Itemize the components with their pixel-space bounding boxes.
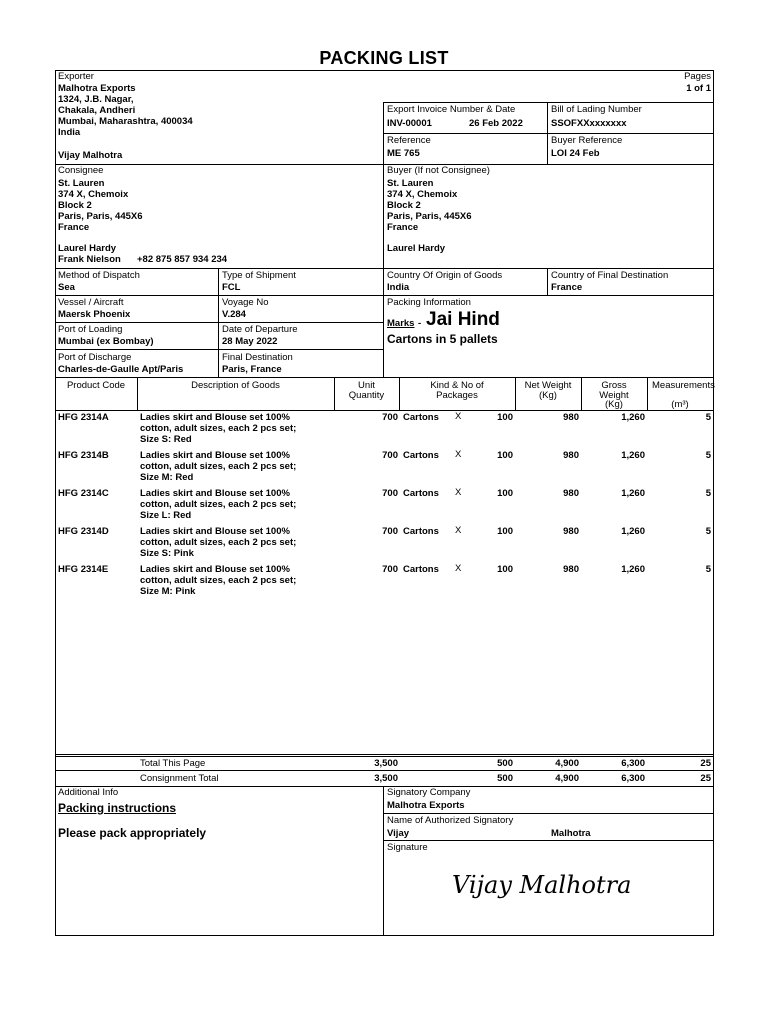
item-desc-line2: cotton, adult sizes, each 2 pcs set; bbox=[140, 423, 297, 434]
additional-info-label: Additional Info bbox=[58, 787, 119, 798]
col-description: Description of Goods bbox=[191, 380, 280, 391]
consignee-contact2-name: Frank Nielson bbox=[58, 254, 121, 265]
total-cons-packages: 500 bbox=[497, 773, 513, 784]
item-gross: 1,260 bbox=[621, 564, 645, 575]
signatory-company: Malhotra Exports bbox=[387, 800, 465, 811]
signature: Vijay Malhotra bbox=[452, 871, 632, 899]
item-desc-line3: Size S: Red bbox=[140, 434, 192, 445]
item-desc-line1: Ladies skirt and Blouse set 100% bbox=[140, 412, 290, 423]
exporter-contact: Vijay Malhotra bbox=[58, 150, 123, 161]
item-x: X bbox=[455, 411, 462, 422]
frame-bottom bbox=[55, 935, 714, 936]
item-qty: 700 bbox=[382, 488, 398, 499]
item-kind: Cartons bbox=[403, 564, 439, 575]
dest-country-value: France bbox=[551, 282, 583, 293]
col-gross-2: Weight bbox=[599, 390, 629, 401]
table-row bbox=[0, 488, 768, 528]
vessel-label: Vessel / Aircraft bbox=[58, 297, 124, 308]
dest-country-label: Country of Final Destination bbox=[551, 270, 669, 281]
vessel-value: Maersk Phoenix bbox=[58, 309, 131, 320]
item-net: 980 bbox=[563, 488, 579, 499]
item-code: HFG 2314D bbox=[58, 526, 109, 537]
total-page-net: 4,900 bbox=[555, 758, 579, 769]
item-gross: 1,260 bbox=[621, 412, 645, 423]
invoice-date: 26 Feb 2022 bbox=[469, 118, 523, 129]
total-cons-meas: 25 bbox=[700, 773, 711, 784]
item-code: HFG 2314C bbox=[58, 488, 109, 499]
item-x: X bbox=[455, 487, 462, 498]
packing-info-label: Packing Information bbox=[387, 297, 471, 308]
item-packages: 100 bbox=[497, 564, 513, 575]
departure-label: Date of Departure bbox=[222, 324, 298, 335]
col-gross-1: Gross bbox=[601, 380, 627, 391]
item-x: X bbox=[455, 449, 462, 460]
buyer-label: Buyer (If not Consignee) bbox=[387, 165, 490, 176]
buyer-address: St. Lauren 374 X, Chemoix Block 2 Paris, Paris, 445X6 France bbox=[387, 178, 472, 233]
item-gross: 1,260 bbox=[621, 488, 645, 499]
item-gross: 1,260 bbox=[621, 526, 645, 537]
marks-label: Marks bbox=[387, 318, 415, 329]
col-unit-qty-1: Unit bbox=[358, 380, 375, 391]
voyage-value: V.284 bbox=[222, 309, 246, 320]
signatory-name-label: Name of Authorized Signatory bbox=[387, 815, 514, 826]
item-packages: 100 bbox=[497, 526, 513, 537]
total-page-gross: 6,300 bbox=[621, 758, 645, 769]
col-net-2: (Kg) bbox=[539, 390, 557, 401]
item-desc-line2: cotton, adult sizes, each 2 pcs set; bbox=[140, 461, 297, 472]
type-value: FCL bbox=[222, 282, 241, 293]
col-kind-1: Kind & No of bbox=[430, 380, 484, 391]
method-label: Method of Dispatch bbox=[58, 270, 140, 281]
signatory-last-name: Malhotra bbox=[551, 828, 591, 839]
table-row bbox=[0, 450, 768, 490]
item-kind: Cartons bbox=[403, 450, 439, 461]
col-gross-3: (Kg) bbox=[605, 399, 623, 410]
buyer-reference-value: LOI 24 Feb bbox=[551, 148, 600, 159]
item-net: 980 bbox=[563, 564, 579, 575]
bol-label: Bill of Lading Number bbox=[551, 104, 642, 115]
total-cons-qty: 3,500 bbox=[374, 773, 398, 784]
marks-value: Jai Hind bbox=[426, 309, 500, 330]
pages-value: 1 of 1 bbox=[686, 83, 711, 94]
col-meas-1: Measurements bbox=[652, 380, 715, 391]
discharge-value: Charles-de-Gaulle Apt/Paris bbox=[58, 364, 184, 375]
discharge-label: Port of Discharge bbox=[58, 352, 132, 363]
consignee-label: Consignee bbox=[58, 165, 104, 176]
item-desc-line2: cotton, adult sizes, each 2 pcs set; bbox=[140, 575, 297, 586]
item-meas: 5 bbox=[705, 564, 711, 575]
final-dest-label: Final Destination bbox=[222, 352, 293, 363]
voyage-label: Voyage No bbox=[222, 297, 269, 308]
item-kind: Cartons bbox=[403, 412, 439, 423]
item-desc-line1: Ladies skirt and Blouse set 100% bbox=[140, 526, 290, 537]
table-row bbox=[0, 412, 768, 452]
departure-value: 28 May 2022 bbox=[222, 336, 278, 347]
item-packages: 100 bbox=[497, 412, 513, 423]
total-page-packages: 500 bbox=[497, 758, 513, 769]
exporter-address: Malhotra Exports 1324, J.B. Nagar, Chakala, Andheri Mumbai, Maharashtra, 400034 India bbox=[58, 83, 193, 138]
origin-value: India bbox=[387, 282, 410, 293]
packing-instructions-heading: Packing instructions bbox=[58, 801, 177, 815]
item-code: HFG 2314B bbox=[58, 450, 109, 461]
consignee-contact: Laurel Hardy bbox=[58, 243, 117, 254]
item-gross: 1,260 bbox=[621, 450, 645, 461]
marks-separator: - bbox=[418, 318, 422, 329]
table-row bbox=[0, 526, 768, 566]
invoice-label: Export Invoice Number & Date bbox=[387, 104, 516, 115]
item-meas: 5 bbox=[705, 412, 711, 423]
buyer-contact: Laurel Hardy bbox=[387, 243, 446, 254]
item-desc-line1: Ladies skirt and Blouse set 100% bbox=[140, 450, 290, 461]
loading-label: Port of Loading bbox=[58, 324, 123, 335]
item-meas: 5 bbox=[705, 526, 711, 537]
item-kind: Cartons bbox=[403, 526, 439, 537]
item-desc-line1: Ladies skirt and Blouse set 100% bbox=[140, 488, 290, 499]
bol-value: SSOFXXxxxxxxx bbox=[551, 118, 627, 129]
col-meas-2: (m³) bbox=[671, 399, 689, 410]
reference-value: ME 765 bbox=[387, 148, 420, 159]
item-desc-line2: cotton, adult sizes, each 2 pcs set; bbox=[140, 537, 297, 548]
col-net-1: Net Weight bbox=[524, 380, 572, 391]
consignee-contact2-phone: +82 875 857 934 234 bbox=[137, 254, 228, 265]
item-desc-line3: Size M: Red bbox=[140, 472, 194, 483]
item-code: HFG 2314A bbox=[58, 412, 109, 423]
item-code: HFG 2314E bbox=[58, 564, 109, 575]
document-title: PACKING LIST bbox=[319, 48, 449, 68]
consignee-address: St. Lauren 374 X, Chemoix Block 2 Paris, Paris, 445X6 France bbox=[58, 178, 143, 233]
col-product-code: Product Code bbox=[66, 380, 126, 391]
total-cons-label: Consignment Total bbox=[140, 773, 219, 784]
col-unit-qty-2: Quantity bbox=[348, 390, 385, 401]
item-qty: 700 bbox=[382, 412, 398, 423]
item-x: X bbox=[455, 525, 462, 536]
item-net: 980 bbox=[563, 450, 579, 461]
item-desc-line3: Size S: Pink bbox=[140, 548, 194, 559]
item-packages: 100 bbox=[497, 488, 513, 499]
total-cons-gross: 6,300 bbox=[621, 773, 645, 784]
type-label: Type of Shipment bbox=[222, 270, 296, 281]
frame-top bbox=[55, 70, 714, 71]
loading-value: Mumbai (ex Bombay) bbox=[58, 336, 154, 347]
exporter-label: Exporter bbox=[58, 71, 94, 82]
packing-note: Cartons in 5 pallets bbox=[387, 332, 498, 346]
buyer-reference-label: Buyer Reference bbox=[551, 135, 623, 146]
final-dest-value: Paris, France bbox=[222, 364, 282, 375]
invoice-number: INV-00001 bbox=[387, 118, 432, 129]
item-kind: Cartons bbox=[403, 488, 439, 499]
item-desc-line3: Size L: Red bbox=[140, 510, 192, 521]
item-net: 980 bbox=[563, 526, 579, 537]
col-kind-2: Packages bbox=[436, 390, 478, 401]
item-meas: 5 bbox=[705, 488, 711, 499]
item-packages: 100 bbox=[497, 450, 513, 461]
pages-label: Pages bbox=[684, 71, 711, 82]
table-row bbox=[0, 564, 768, 604]
item-desc-line2: cotton, adult sizes, each 2 pcs set; bbox=[140, 499, 297, 510]
packing-instructions-text: Please pack appropriately bbox=[58, 826, 207, 840]
method-value: Sea bbox=[58, 282, 75, 293]
item-x: X bbox=[455, 563, 462, 574]
origin-label: Country Of Origin of Goods bbox=[387, 270, 503, 281]
total-cons-net: 4,900 bbox=[555, 773, 579, 784]
item-meas: 5 bbox=[705, 450, 711, 461]
item-net: 980 bbox=[563, 412, 579, 423]
item-qty: 700 bbox=[382, 564, 398, 575]
signatory-first-name: Vijay bbox=[387, 828, 410, 839]
item-qty: 700 bbox=[382, 450, 398, 461]
total-page-label: Total This Page bbox=[140, 758, 206, 769]
item-qty: 700 bbox=[382, 526, 398, 537]
item-desc-line3: Size M: Pink bbox=[140, 586, 196, 597]
signature-label: Signature bbox=[387, 842, 428, 853]
total-page-meas: 25 bbox=[700, 758, 711, 769]
total-page-qty: 3,500 bbox=[374, 758, 398, 769]
reference-label: Reference bbox=[387, 135, 431, 146]
item-desc-line1: Ladies skirt and Blouse set 100% bbox=[140, 564, 290, 575]
signatory-company-label: Signatory Company bbox=[387, 787, 471, 798]
